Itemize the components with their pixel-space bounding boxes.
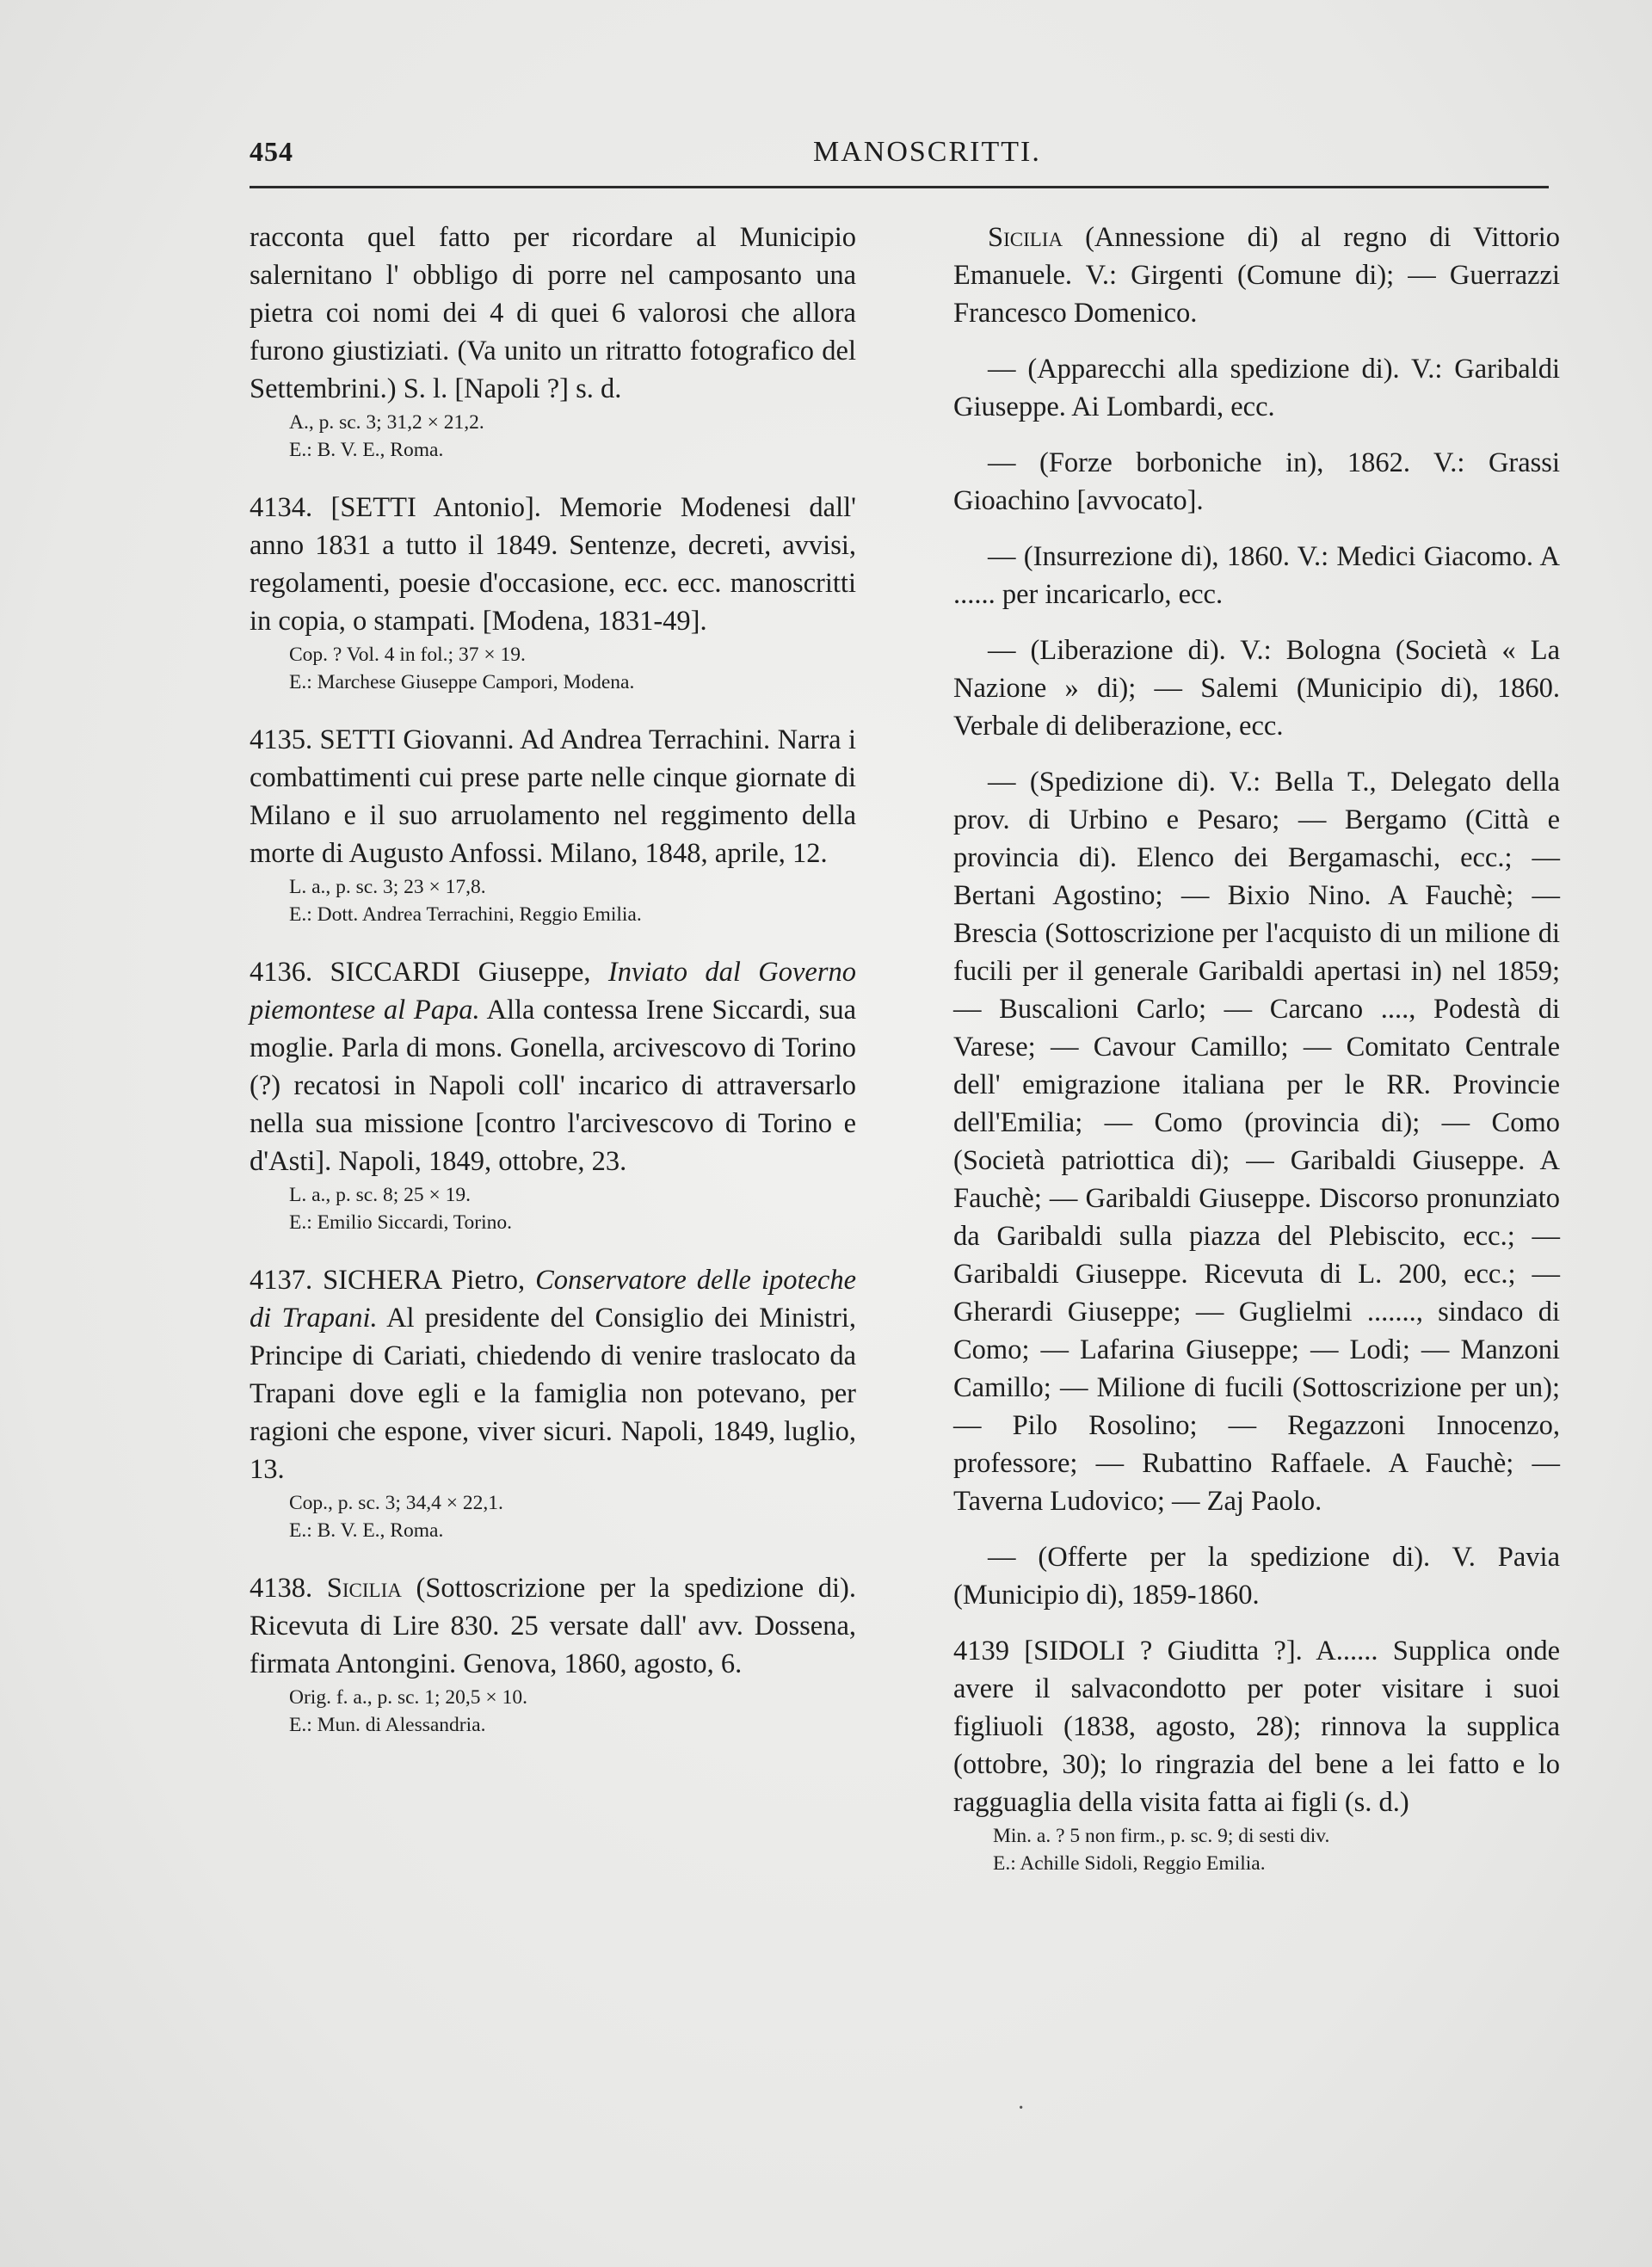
entry-owner: E.: Emilio Siccardi, Torino. — [289, 1211, 512, 1234]
entry-4137 — [250, 1261, 856, 1543]
entry-4134 — [250, 489, 856, 695]
entry-text: Alla contessa Irene Siccardi, sua moglie. Parla di mons. Gonella, arcivescovo di Torino (?) recatosi in Napoli coll' incarico di attraversarlo nella sua missione [contro l'arcivescovo di Torino e d'Asti]. Napoli, 1849, ottobre, 23. — [250, 995, 856, 1177]
entry-number: 4135. — [250, 724, 313, 755]
entry-text: SETTI Giovanni. Ad Andrea Terrachini. Narra i combattimenti cui prese parte nelle cinque giornate di Milano e il suo arruolamento nel reggimento della morte di Augusto Anfossi. Milano, 1848, aprile, 12. — [250, 724, 856, 869]
cross-reference: — (Spedizione di). V.: Bella T., Delegato della prov. di Urbino e Pesaro; — Bergamo (Città e provincia di). Elenco dei Bergamaschi, ecc.; — Bertani Agostino; — Bixio Nino. A Fauchè; — Brescia (Sottoscrizione per l'acquisto di un milione di fucili per il generale Garibaldi apertasi in) nel 1859; — Buscalioni Carlo; — Carcano ...., Podestà di Varese; — Cavour Camillo; — Comitato Centrale dell' emigrazione italiana per le RR. Provincie dell'Emilia; — Como (provincia di); — Como (Società patriottica di); — Garibaldi Giuseppe. A Fauchè; — Garibaldi Giuseppe. Discorso pronunziato da Garibaldi sulla piazza del Plebiscito, ecc.; — Garibaldi Giuseppe. Ricevuta di L. 200, ecc.; — Gherardi Giuseppe; — Guglielmi ......., sindaco di Como; — Lafarina Giuseppe; — Lodi; — Manzoni Camillo; — Milione di fucili (Sottoscrizione per un); — Pilo Rosolino; — Regazzoni Innocenzo, professore; — Rubattino Raffaele. A Fauchè; — Taverna Ludovico; — Zaj Paolo. — [953, 767, 1560, 1517]
cross-reference-text: (Annessione di) al regno di Vittorio Emanuele. V.: Girgenti (Comune di); — Guerrazzi Francesco Domenico. — [953, 222, 1560, 329]
entry-4136 — [250, 953, 856, 1235]
entry-number: 4137. — [250, 1265, 313, 1296]
entry-owner: E.: Dott. Andrea Terrachini, Reggio Emilia. — [289, 903, 642, 926]
entry-owner: E.: Marchese Giuseppe Campori, Modena. — [289, 671, 635, 693]
entry-text: (Sottoscrizione per la spedizione di). Ricevuta di Lire 830. 25 versate dall' avv. Dossena, firmata Antongini. Genova, 1860, agosto, 6. — [250, 1573, 857, 1679]
cross-reference: — (Insurrezione di), 1860. V.: Medici Giacomo. A ...... per incaricarlo, ecc. — [953, 541, 1560, 610]
entry-4139 — [953, 1632, 1560, 1876]
entry-physical-description: Cop. ? Vol. 4 in fol.; 37 × 19. — [289, 644, 526, 666]
entry-owner: E.: B. V. E., Roma. — [289, 439, 444, 461]
cross-reference: — (Apparecchi alla spedizione di). V.: Garibaldi Giuseppe. Ai Lombardi, ecc. — [953, 354, 1560, 422]
left-column — [250, 219, 856, 1764]
page-number: 454 — [250, 136, 293, 167]
cross-reference-heading: Sicilia — [988, 222, 1063, 253]
page-header — [250, 136, 1549, 179]
entry-owner: E.: B. V. E., Roma. — [289, 1519, 444, 1542]
entry-heading: Sicilia — [326, 1573, 402, 1604]
entry-4135 — [250, 721, 856, 927]
entry-physical-description: A., p. sc. 3; 31,2 × 21,2. — [289, 411, 484, 434]
right-column — [953, 219, 1560, 1902]
entry-continuation — [250, 219, 856, 463]
entry-author: SICCARDI Giuseppe, — [330, 957, 591, 988]
entry-text: [SIDOLI ? Giuditta ?]. A...... Supplica onde avere il salvacondotto per poter visitare i suoi figliuoli (1838, agosto, 28); rinnova la supplica (ottobre, 30); lo ringrazia del bene a lei fatto e lo ragguaglia della visita fatta ai figli (s. d.) — [953, 1636, 1561, 1818]
entry-owner: E.: Mun. di Alessandria. — [289, 1714, 486, 1736]
cross-reference: — (Forze borboniche in), 1862. V.: Grassi Gioachino [avvocato]. — [953, 447, 1560, 516]
entry-4138 — [250, 1569, 856, 1738]
entry-number: 4134. — [250, 492, 313, 523]
cross-reference: — (Liberazione di). V.: Bologna (Società « La Nazione » di); — Salemi (Municipio di), 1860. Verbale di deliberazione, ecc. — [953, 635, 1560, 742]
entry-number: 4139 — [953, 1636, 1009, 1666]
entry-physical-description: Min. a. ? 5 non firm., p. sc. 9; di sesti div. — [993, 1825, 1330, 1847]
entry-author-title: Conservatore delle ipoteche di Trapani. — [250, 1265, 857, 1334]
entry-physical-description: L. a., p. sc. 8; 25 × 19. — [289, 1184, 472, 1206]
running-title: MANOSCRITTI. — [813, 136, 1041, 168]
print-speck: · — [1017, 2095, 1026, 2122]
entry-text: Al presidente del Consiglio dei Ministri, Principe di Cariati, chiedendo di venire traslocato da Trapani dove egli e la famiglia non potevano, per ragioni che espone, viver sicuri. Napoli, 1849, luglio, 13. — [250, 1303, 856, 1485]
entry-number: 4138. — [250, 1573, 313, 1604]
entry-text: racconta quel fatto per ricordare al Municipio salernitano l' obbligo di porre nel camposanto una pietra coi nomi dei 4 di quei 6 valorosi che allora furono giustiziati. (Va unito un ritratto fotografico del Settembrini.) S. l. [Napoli ?] s. d. — [250, 222, 856, 404]
entry-text: [SETTI Antonio]. Memorie Modenesi dall' anno 1831 a tutto il 1849. Sentenze, decreti, avvisi, regolamenti, poesie d'occasione, ecc. ecc. manoscritti in copia, o stampati. [Modena, 1831-49]. — [250, 492, 856, 637]
entry-physical-description: Orig. f. a., p. sc. 1; 20,5 × 10. — [289, 1686, 527, 1709]
cross-reference: — (Offerte per la spedizione di). V. Pavia (Municipio di), 1859-1860. — [953, 1542, 1560, 1611]
entry-number: 4136. — [250, 957, 313, 988]
header-rule — [250, 186, 1549, 188]
entry-physical-description: Cop., p. sc. 3; 34,4 × 22,1. — [289, 1492, 503, 1514]
cross-reference-lead — [953, 219, 1560, 332]
entry-author-title: Inviato dal Governo piemontese al Papa. — [250, 957, 857, 1026]
entry-author: SICHERA Pietro, — [323, 1265, 526, 1296]
entry-owner: E.: Achille Sidoli, Reggio Emilia. — [993, 1852, 1266, 1875]
entry-physical-description: L. a., p. sc. 3; 23 × 17,8. — [289, 876, 486, 898]
